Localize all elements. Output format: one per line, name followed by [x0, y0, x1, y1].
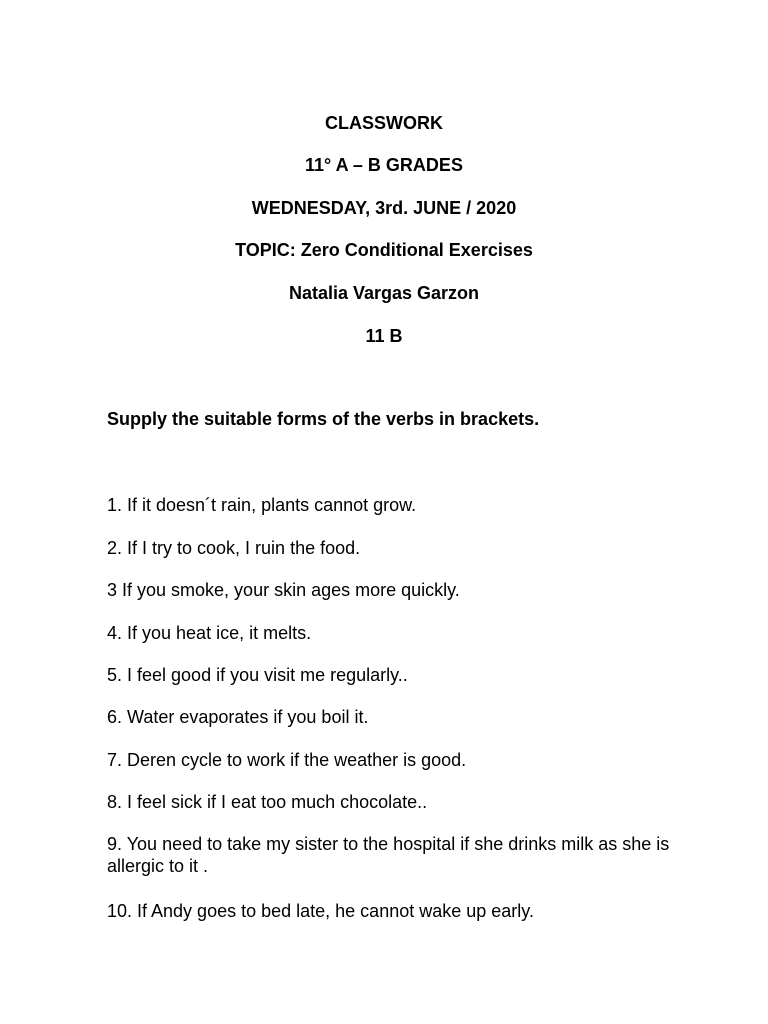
group-line: 11 B: [365, 326, 403, 346]
exercise-item: 9. You need to take my sister to the hospital if she drinks milk as she is allergic to it .: [107, 834, 670, 876]
exercise-item: 3 If you smoke, your skin ages more quickly.: [107, 580, 460, 600]
exercise-item: 2. If I try to cook, I ruin the food.: [107, 538, 361, 558]
exercise-item: 8. I feel sick if I eat too much chocolate..: [107, 792, 428, 812]
date-line: WEDNESDAY, 3rd. JUNE / 2020: [251, 198, 517, 218]
grades-line: 11° A – B GRADES: [305, 155, 463, 175]
exercise-item: 1. If it doesn´t rain, plants cannot grow.: [107, 495, 417, 515]
topic-line: TOPIC: Zero Conditional Exercises: [235, 240, 533, 260]
exercise-item: 4. If you heat ice, it melts.: [107, 623, 312, 643]
exercise-item: 7. Deren cycle to work if the weather is good.: [107, 750, 467, 770]
document-title: CLASSWORK: [325, 113, 443, 133]
student-name: Natalia Vargas Garzon: [288, 283, 480, 303]
instruction-text: Supply the suitable forms of the verbs in brackets.: [107, 409, 540, 429]
exercise-item: 6. Water evaporates if you boil it.: [107, 707, 369, 727]
exercise-item: 10. If Andy goes to bed late, he cannot wake up early.: [107, 901, 534, 921]
exercise-item: 5. I feel good if you visit me regularly..: [107, 665, 408, 685]
